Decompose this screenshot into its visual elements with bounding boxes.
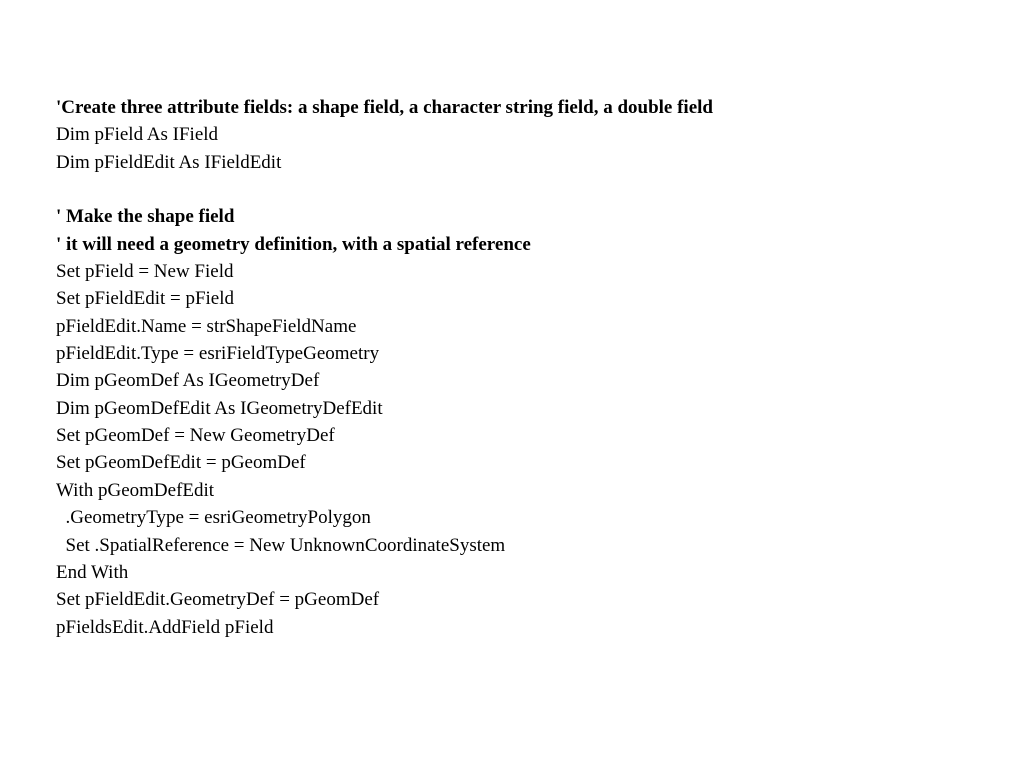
code-line: pFieldEdit.Name = strShapeFieldName — [56, 315, 357, 337]
code-line: Dim pFieldEdit As IFieldEdit — [56, 151, 282, 173]
code-line — [56, 176, 713, 203]
code-line: pFieldEdit.Type = esriFieldTypeGeometry — [56, 343, 380, 365]
code-line: Set pField = New Field — [56, 261, 234, 283]
code-line: Dim pField As IField — [56, 124, 219, 146]
code-line: Dim pGeomDefEdit As IGeometryDefEdit — [56, 397, 383, 419]
code-line: ' Make the shape field — [56, 206, 235, 228]
code-line: .GeometryType = esriGeometryPolygon — [56, 507, 371, 529]
code-listing — [56, 94, 713, 641]
code-line: Set pGeomDef = New GeometryDef — [56, 425, 335, 447]
code-line: Set pFieldEdit.GeometryDef = pGeomDef — [56, 589, 380, 611]
code-line: ' it will need a geometry definition, with a spatial reference — [56, 233, 531, 255]
code-line: Set pFieldEdit = pField — [56, 288, 235, 310]
code-line: Dim pGeomDef As IGeometryDef — [56, 370, 320, 392]
code-line: pFieldsEdit.AddField pField — [56, 616, 274, 638]
code-line: With pGeomDefEdit — [56, 479, 215, 501]
code-line: Set pGeomDefEdit = pGeomDef — [56, 452, 306, 474]
code-line: End With — [56, 561, 129, 583]
code-line: 'Create three attribute fields: a shape field, a character string field, a double field — [56, 97, 713, 118]
code-line: Set .SpatialReference = New UnknownCoordinateSystem — [56, 534, 506, 556]
